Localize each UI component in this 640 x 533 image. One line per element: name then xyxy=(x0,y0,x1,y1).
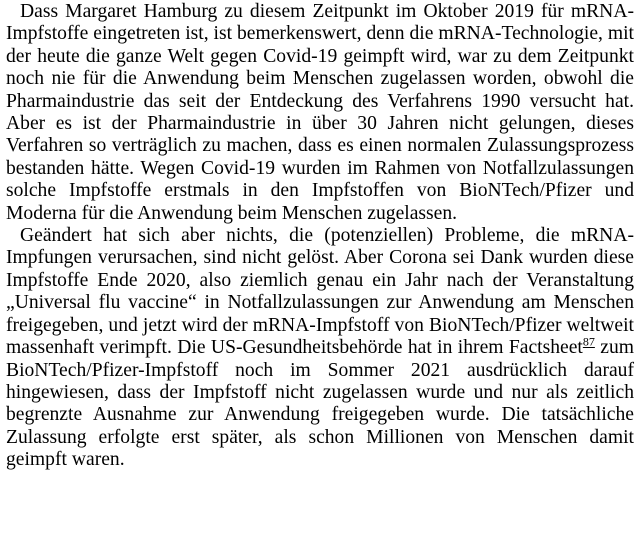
paragraph-2-text-start: Geändert hat sich aber nichts, die (potenziellen) Probleme, die mRNA-Impfungen verursachen, sind nicht gelöst. Aber Corona sei Dank wurden diese Impfstoffe Ende 2020, also ziemlich genau ein Jahr nach der Veranstaltung „Universal flu vaccine“ in Notfallzulassungen zur Anwendung am Menschen freigegeben, und jetzt wird der mRNA-Impfstoff von BioNTech/Pfizer weltweit massenhaft verimpft. Die US-Gesundheitsbehörde hat in ihrem Factsheet xyxy=(6,225,634,359)
paragraph-2 xyxy=(6,225,634,471)
paragraph-2-text-end: zum BioNTech/Pfizer-Impfstoff noch im Sommer 2021 ausdrücklich darauf hingewiesen, dass der Impfstoff nicht zugelassen wurde und nur als zeitlich begrenzte Ausnahme zur Anwendung freigegeben wurde. Die tatsächliche Zulassung erfolgte erst später, als schon Millionen von Menschen damit geimpft waren. xyxy=(6,337,634,471)
footnote-reference[interactable]: 87 xyxy=(582,334,595,349)
paragraph-1-text: Dass Margaret Hamburg zu diesem Zeitpunkt im Oktober 2019 für mRNA-Impfstoffe eingetreten ist, ist bemerkenswert, denn die mRNA-Technologie, mit der heute die ganze Welt gegen Covid-19 geimpft wird, war zu dem Zeitpunkt noch nie für die Anwendung beim Menschen zugelassen worden, obwohl die Pharmaindustrie das seit der Entdeckung des Verfahrens 1990 versucht hat. Aber es ist der Pharmaindustrie in über 30 Jahren nicht gelungen, dieses Verfahren so verträglich zu machen, dass es einen normalen Zulassungsprozess bestanden hätte. Wegen Covid-19 wurden im Rahmen von Notfallzulassungen solche Impfstoffe erstmals in den Impfstoffen von BioNTech/Pfizer und Moderna für die Anwendung beim Menschen zugelassen. xyxy=(6,1,634,224)
paragraph-1 xyxy=(6,0,634,225)
